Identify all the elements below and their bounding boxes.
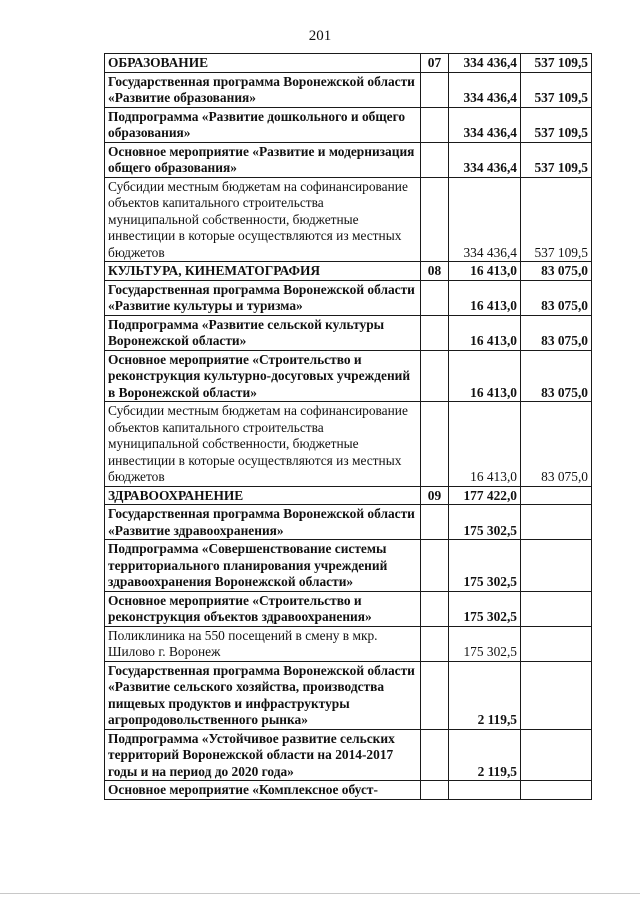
row-value-2017-cell: 334 436,4 — [449, 142, 521, 177]
row-code-cell — [421, 661, 449, 729]
row-value-2018-cell: 537 109,5 — [521, 177, 592, 262]
row-name-cell: Основное мероприятие «Развитие и модернизация общего образования» — [105, 142, 421, 177]
row-name-cell: Подпрограмма «Развитие дошкольного и общего образования» — [105, 107, 421, 142]
row-code-cell — [421, 280, 449, 315]
row-value-2018-cell: 537 109,5 — [521, 107, 592, 142]
table-row — [105, 315, 592, 350]
row-value-2018-cell — [521, 540, 592, 592]
table-row — [105, 107, 592, 142]
row-code-cell — [421, 505, 449, 540]
table-row — [105, 54, 592, 73]
row-value-2018-cell: 83 075,0 — [521, 280, 592, 315]
row-name-cell: Субсидии местным бюджетам на софинансирование объектов капитального строительства муниципальной собственности, бюджетные инвестиции в которые осуществляются из местных бюджетов — [105, 402, 421, 487]
row-value-2017-cell: 16 413,0 — [449, 350, 521, 402]
row-value-2017-cell: 175 302,5 — [449, 505, 521, 540]
row-name-cell: Государственная программа Воронежской области «Развитие здравоохранения» — [105, 505, 421, 540]
row-code-cell: 07 — [421, 54, 449, 73]
table-row — [105, 72, 592, 107]
row-code-cell — [421, 107, 449, 142]
row-value-2018-cell: 537 109,5 — [521, 142, 592, 177]
row-value-2018-cell: 83 075,0 — [521, 350, 592, 402]
row-code-cell — [421, 729, 449, 781]
budget-table — [104, 53, 592, 800]
row-value-2017-cell: 175 302,5 — [449, 626, 521, 661]
row-code-cell — [421, 72, 449, 107]
row-value-2017-cell: 334 436,4 — [449, 107, 521, 142]
row-code-cell — [421, 350, 449, 402]
row-value-2017-cell: 177 422,0 — [449, 486, 521, 505]
row-value-2017-cell: 16 413,0 — [449, 402, 521, 487]
budget-table-body — [105, 54, 592, 800]
row-code-cell: 09 — [421, 486, 449, 505]
row-code-cell — [421, 781, 449, 800]
row-code-cell — [421, 315, 449, 350]
row-name-cell: Подпрограмма «Развитие сельской культуры Воронежской области» — [105, 315, 421, 350]
row-name-cell: Основное мероприятие «Комплексное обуст- — [105, 781, 421, 800]
row-code-cell — [421, 626, 449, 661]
row-value-2018-cell: 83 075,0 — [521, 315, 592, 350]
row-name-cell: Государственная программа Воронежской области «Развитие сельского хозяйства, производства пищевых продуктов и инфраструктуры агропродовольственного рынка» — [105, 661, 421, 729]
table-row — [105, 540, 592, 592]
row-name-cell: Основное мероприятие «Строительство и реконструкция культурно-досуговых учреждений в Воронежской области» — [105, 350, 421, 402]
row-name-cell: Государственная программа Воронежской области «Развитие образования» — [105, 72, 421, 107]
row-value-2017-cell: 16 413,0 — [449, 280, 521, 315]
row-value-2017-cell: 2 119,5 — [449, 661, 521, 729]
page-bottom-rule — [0, 893, 640, 894]
row-name-cell: КУЛЬТУРА, КИНЕМАТОГРАФИЯ — [105, 262, 421, 281]
row-value-2018-cell — [521, 781, 592, 800]
row-value-2018-cell: 83 075,0 — [521, 402, 592, 487]
row-value-2018-cell — [521, 729, 592, 781]
table-row — [105, 350, 592, 402]
row-value-2018-cell — [521, 661, 592, 729]
row-value-2017-cell — [449, 781, 521, 800]
row-value-2017-cell: 334 436,4 — [449, 54, 521, 73]
row-code-cell — [421, 142, 449, 177]
row-value-2018-cell: 537 109,5 — [521, 72, 592, 107]
row-value-2017-cell: 175 302,5 — [449, 540, 521, 592]
table-row — [105, 177, 592, 262]
row-value-2017-cell: 16 413,0 — [449, 262, 521, 281]
table-row — [105, 142, 592, 177]
row-value-2018-cell — [521, 505, 592, 540]
row-value-2017-cell: 16 413,0 — [449, 315, 521, 350]
row-code-cell: 08 — [421, 262, 449, 281]
table-row — [105, 280, 592, 315]
row-name-cell: ОБРАЗОВАНИЕ — [105, 54, 421, 73]
row-value-2018-cell — [521, 591, 592, 626]
row-value-2018-cell: 537 109,5 — [521, 54, 592, 73]
table-row — [105, 486, 592, 505]
row-value-2017-cell: 2 119,5 — [449, 729, 521, 781]
table-row — [105, 591, 592, 626]
row-value-2017-cell: 334 436,4 — [449, 177, 521, 262]
table-row — [105, 661, 592, 729]
row-name-cell: Подпрограмма «Совершенствование системы территориального планирования учреждений здравоохранения Воронежской области» — [105, 540, 421, 592]
row-name-cell: Основное мероприятие «Строительство и реконструкция объектов здравоохранения» — [105, 591, 421, 626]
row-value-2018-cell — [521, 626, 592, 661]
table-row — [105, 626, 592, 661]
row-name-cell: Подпрограмма «Устойчивое развитие сельских территорий Воронежской области на 2014-2017 годы и на период до 2020 года» — [105, 729, 421, 781]
row-name-cell: Поликлиника на 550 посещений в смену в мкр. Шилово г. Воронеж — [105, 626, 421, 661]
table-row — [105, 729, 592, 781]
page-number: 201 — [308, 28, 332, 44]
row-code-cell — [421, 177, 449, 262]
table-row — [105, 505, 592, 540]
table-row — [105, 402, 592, 487]
row-name-cell: Государственная программа Воронежской области «Развитие культуры и туризма» — [105, 280, 421, 315]
row-name-cell: ЗДРАВООХРАНЕНИЕ — [105, 486, 421, 505]
table-row — [105, 262, 592, 281]
row-code-cell — [421, 591, 449, 626]
row-value-2018-cell: 83 075,0 — [521, 262, 592, 281]
row-value-2017-cell: 334 436,4 — [449, 72, 521, 107]
table-row — [105, 781, 592, 800]
row-value-2018-cell — [521, 486, 592, 505]
row-code-cell — [421, 402, 449, 487]
row-name-cell: Субсидии местным бюджетам на софинансирование объектов капитального строительства муниципальной собственности, бюджетные инвестиции в которые осуществляются из местных бюджетов — [105, 177, 421, 262]
row-value-2017-cell: 175 302,5 — [449, 591, 521, 626]
row-code-cell — [421, 540, 449, 592]
